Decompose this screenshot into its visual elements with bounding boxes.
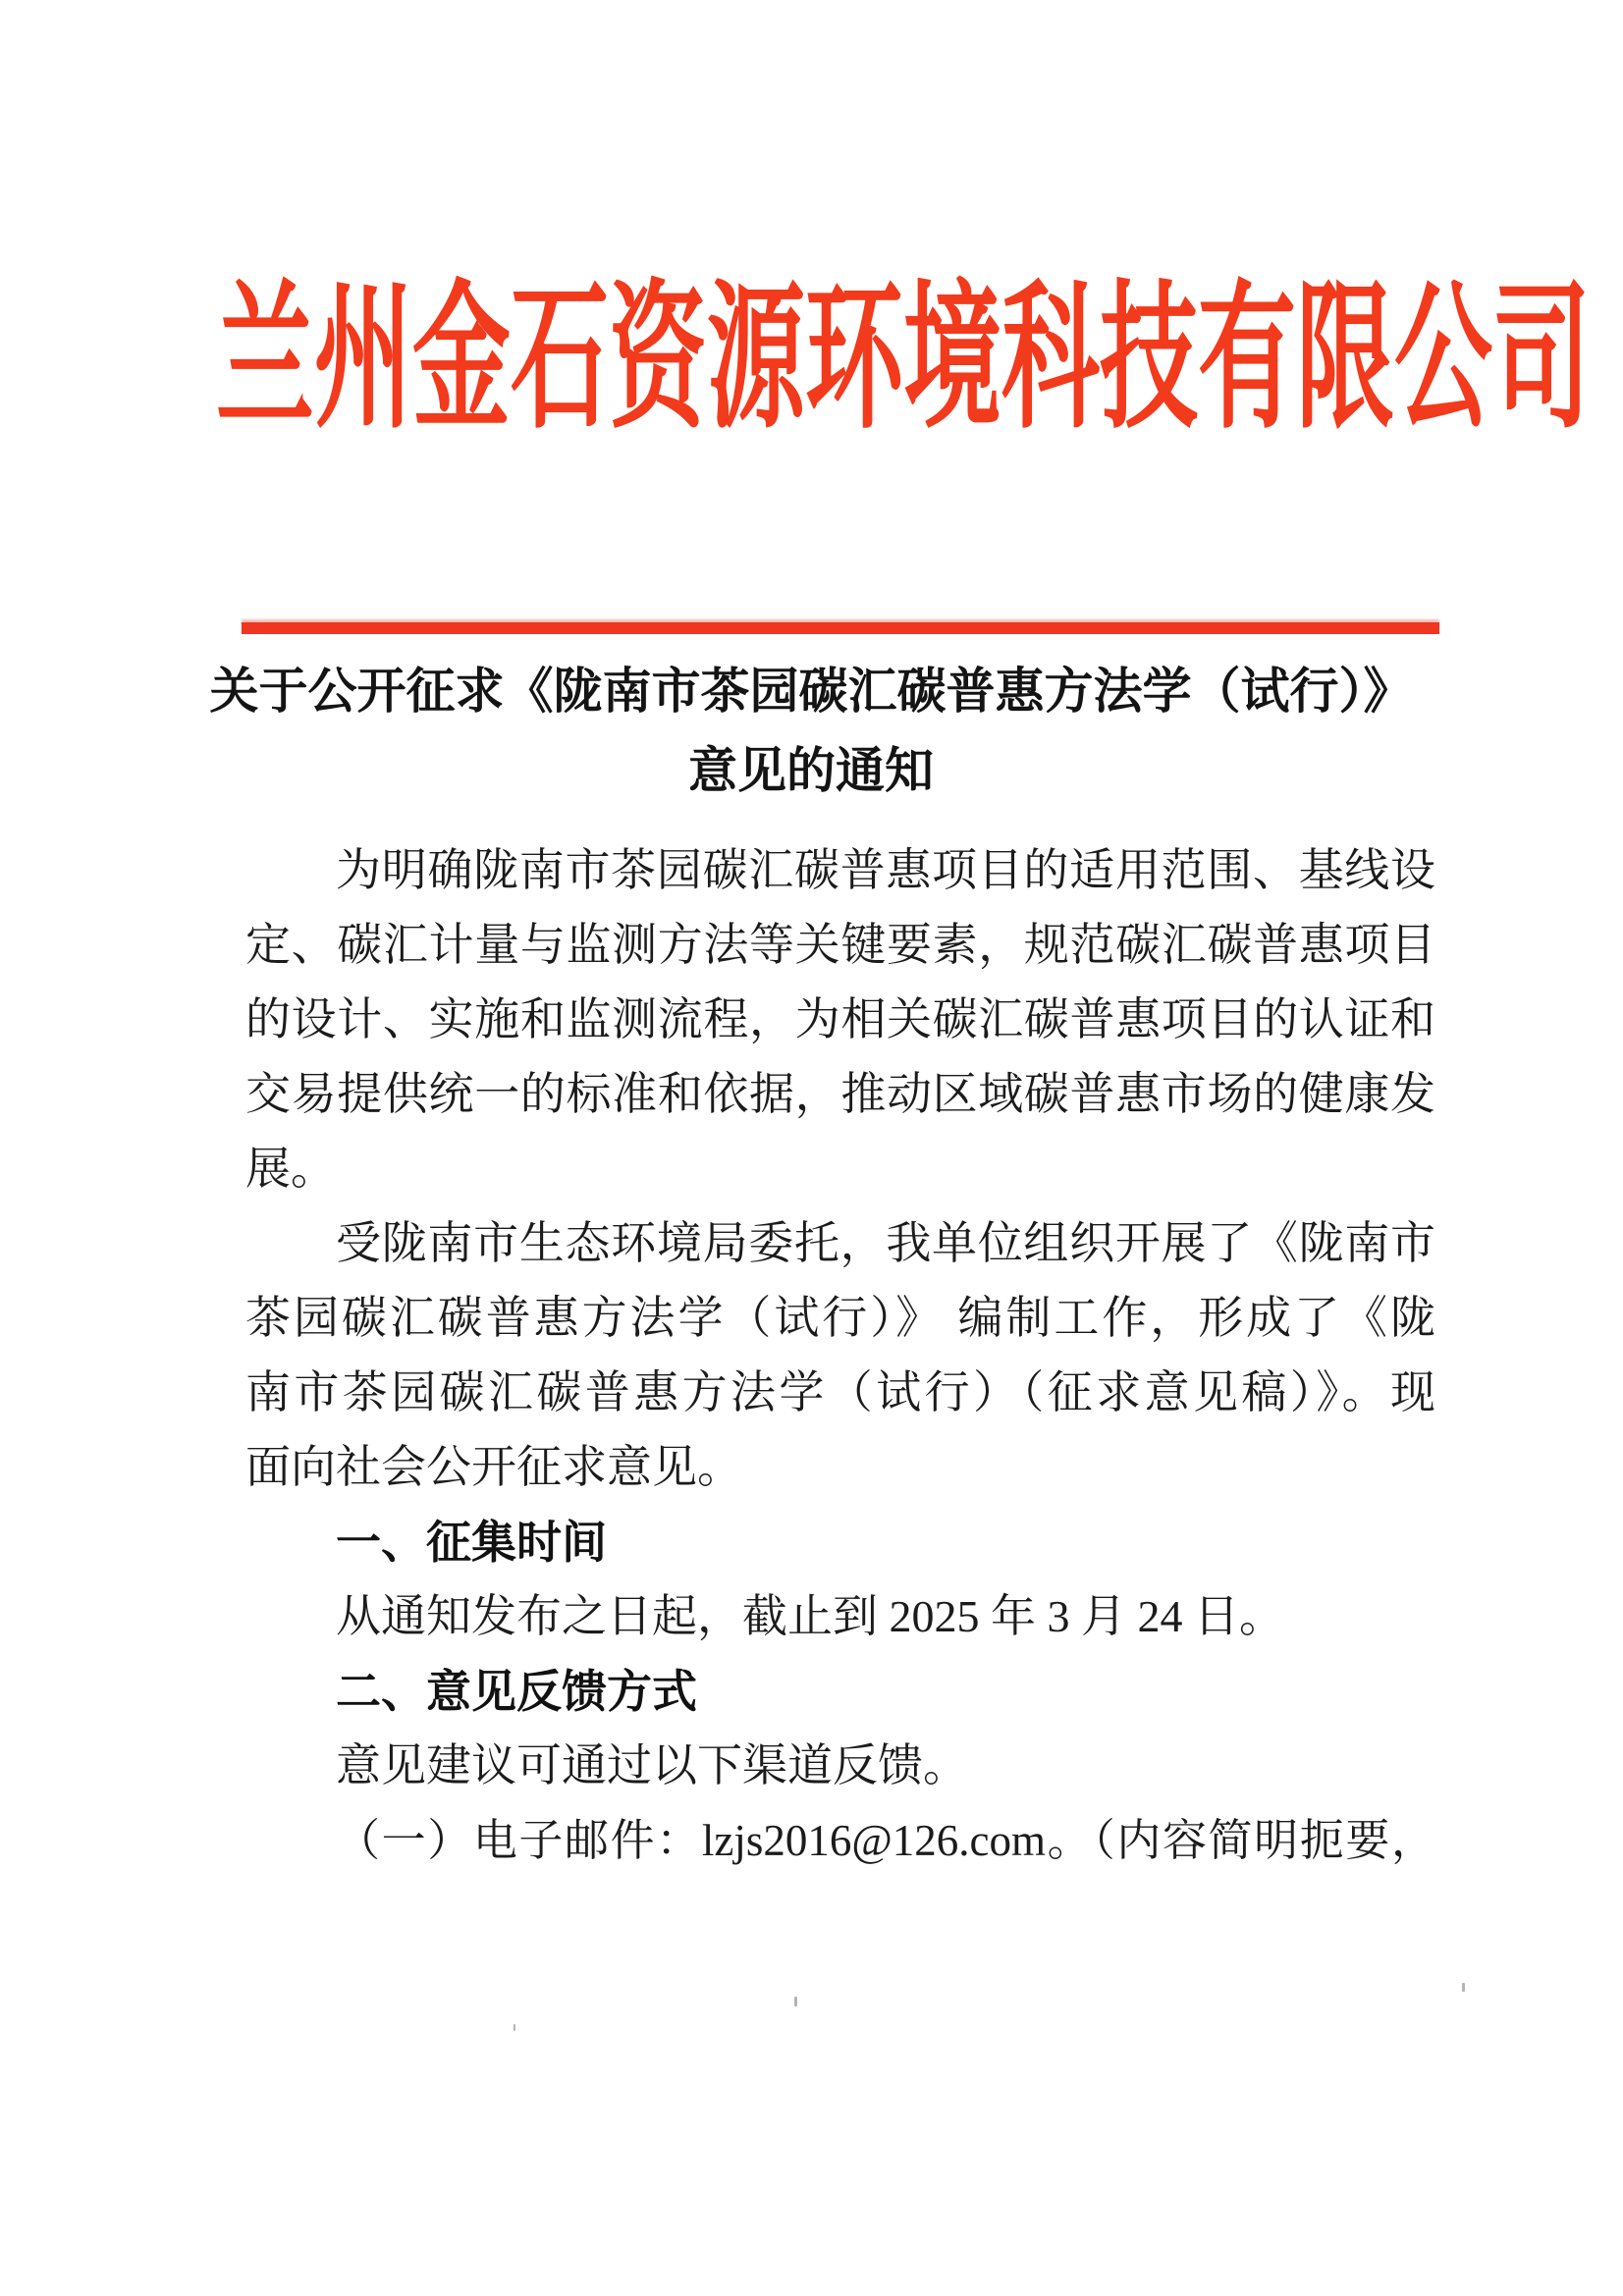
body-line: 定、碳汇计量与监测方法等关键要素，规范碳汇碳普惠项目 — [245, 920, 1435, 970]
section-heading-feedback-method: 二、意见反馈方式 — [336, 1666, 697, 1717]
document-title-line2: 意见的通知 — [688, 743, 934, 798]
body-line: 南市茶园碳汇碳普惠方法学（试行）（征求意见稿）》。现 — [245, 1367, 1435, 1417]
letterhead-company-name: 兰州金石资源环境科技有限公司 — [216, 271, 1591, 449]
scan-speck — [514, 2024, 515, 2031]
body-line-email: （一）电子邮件：lzjs2016@126.com。（内容简明扼要， — [336, 1816, 1435, 1865]
body-line: 展。 — [245, 1144, 336, 1194]
scan-speck — [794, 1997, 797, 2006]
document-title — [187, 652, 1435, 811]
body-line: 面向社会公开征求意见。 — [245, 1442, 742, 1492]
letterhead-rule — [242, 622, 1439, 634]
body-line: 的设计、实施和监测流程，为相关碳汇碳普惠项目的认证和 — [245, 994, 1435, 1044]
document-body — [245, 833, 1435, 1878]
body-line: 意见建议可通过以下渠道反馈。 — [336, 1740, 968, 1790]
body-line-deadline: 从通知发布之日起，截止到 2025 年 3 月 24 日。 — [336, 1591, 1284, 1641]
section-heading-collection-time: 一、征集时间 — [336, 1517, 607, 1568]
document-title-line1: 关于公开征求《陇南市茶园碳汇碳普惠方法学（试行）》 — [209, 664, 1413, 719]
body-line: 茶园碳汇碳普惠方法学（试行）》 编制工作，形成了《陇 — [245, 1293, 1435, 1343]
scan-speck — [1462, 1983, 1465, 1992]
body-line: 受陇南市生态环境局委托，我单位组织开展了《陇南市 — [336, 1218, 1435, 1268]
body-line: 为明确陇南市茶园碳汇碳普惠项目的适用范围、基线设 — [336, 845, 1435, 895]
body-line: 交易提供统一的标准和依据，推动区域碳普惠市场的健康发 — [245, 1069, 1435, 1119]
